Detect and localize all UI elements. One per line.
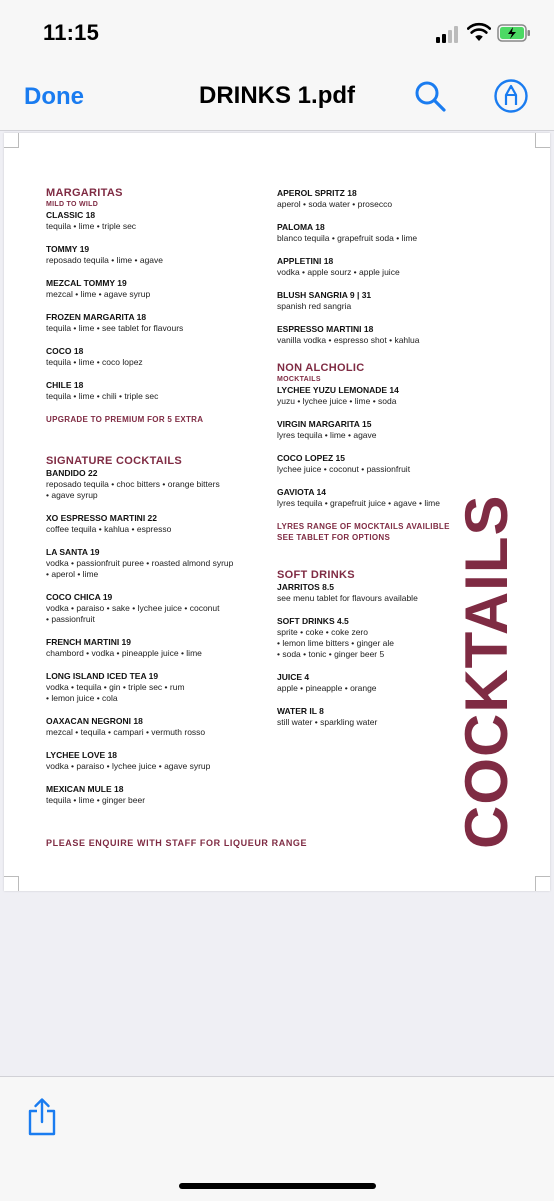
search-icon[interactable] [412,78,448,114]
menu-item-name: JUICE 4 [277,672,310,682]
menu-item-description: see menu tablet for flavours available [277,593,418,603]
menu-item-name: OAXACAN NEGRONI 18 [46,716,143,726]
classics-list [277,188,495,346]
upgrade-note: UPGRADE TO PREMIUM FOR 5 EXTRA [46,415,204,424]
menu-item-description: tequila • lime • coco lopez [46,357,143,367]
menu-item [277,256,495,278]
menu-item [46,513,264,535]
margaritas-list [46,210,264,402]
menu-item-name: SOFT DRINKS 4.5 [277,616,349,626]
status-time: 11:15 [43,20,100,45]
menu-item-description: chambord • vodka • pineapple juice • lime [46,648,202,658]
menu-item-name: COCO 18 [46,346,84,356]
menu-item-name: CHILE 18 [46,380,84,390]
menu-item-name: MEZCAL TOMMY 19 [46,278,127,288]
menu-item-description: tequila • lime • chili • triple sec [46,391,159,401]
menu-item-name: FRENCH MARTINI 19 [46,637,132,647]
menu-item-description: lyres tequila • grapefruit juice • agave • lime [277,498,440,508]
menu-item-name: COCO CHICA 19 [46,592,113,602]
status-bar [0,0,554,64]
menu-item-description: • lemon juice • cola [46,693,118,703]
menu-item-name: JARRITOS 8.5 [277,582,335,592]
bottom-toolbar [0,1076,554,1201]
menu-item-name: BANDIDO 22 [46,468,98,478]
menu-item [277,324,495,346]
menu-item-name: XO ESPRESSO MARTINI 22 [46,513,157,523]
menu-item [46,671,264,704]
section-heading-soft-drinks: SOFT DRINKS [277,569,355,581]
menu-item [46,468,264,501]
menu-item-description: vodka • tequila • gin • triple sec • rum [46,682,185,692]
menu-item [277,290,495,312]
menu-item-description: spanish red sangria [277,301,352,311]
section-subheading: MOCKTAILS [277,376,321,383]
menu-item-description: vodka • passionfruit puree • roasted almond syrup [46,558,234,568]
menu-item-description: • aperol • lime [46,569,99,579]
menu-item-description: lyres tequila • lime • agave [277,430,377,440]
menu-item-description: apple • pineapple • orange [277,683,377,693]
menu-item [46,750,264,772]
menu-item [46,278,264,300]
menu-item [46,637,264,659]
navigation-bar [0,64,554,131]
liqueur-note: PLEASE ENQUIRE WITH STAFF FOR LIQUEUR RANGE [46,838,308,848]
menu-left-column [46,187,264,818]
document-title: DRINKS 1.pdf [199,82,355,109]
mocktail-note-line: LYRES RANGE OF MOCKTAILS AVAILIBLE [277,522,450,531]
menu-item-description: tequila • lime • triple sec [46,221,137,231]
menu-item-description: tequila • lime • ginger beer [46,795,146,805]
menu-item-name: LONG ISLAND ICED TEA 19 [46,671,159,681]
crop-mark [4,133,19,148]
menu-item [46,210,264,232]
menu-item [277,419,495,441]
menu-item-name: MEXICAN MULE 18 [46,784,124,794]
menu-item-name: WATER IL 8 [277,706,324,716]
menu-item-description: yuzu • lychee juice • lime • soda [277,396,397,406]
menu-item-description: • agave syrup [46,490,98,500]
menu-item-description: reposado tequila • choc bitters • orange bitters [46,479,220,489]
share-icon[interactable] [27,1097,57,1137]
menu-item-description: reposado tequila • lime • agave [46,255,163,265]
menu-item-description: vodka • paraiso • lychee juice • agave syrup [46,761,211,771]
pdf-page[interactable] [4,133,550,891]
menu-item-description: • passionfruit [46,614,95,624]
menu-item-name: COCO LOPEZ 15 [277,453,346,463]
menu-item [46,244,264,266]
menu-item-name: LA SANTA 19 [46,547,100,557]
menu-item-name: LYCHEE YUZU LEMONADE 14 [277,385,399,395]
menu-item [277,188,495,210]
crop-mark [535,133,550,148]
section-heading-margaritas: MARGARITAS [46,187,123,199]
menu-item-description: mezcal • lime • agave syrup [46,289,151,299]
menu-item [46,547,264,580]
battery-charging-icon [497,24,531,42]
menu-item-description: vodka • paraiso • sake • lychee juice • coconut [46,603,220,613]
menu-item-description: • lemon lime bitters • ginger ale [277,638,394,648]
home-indicator [179,1183,376,1189]
menu-item [277,222,495,244]
signature-list [46,468,264,806]
menu-item-name: VIRGIN MARGARITA 15 [277,419,372,429]
cocktails-vertical-title: COCKTAILS [453,494,520,849]
mocktail-note-line: SEE TABLET FOR OPTIONS [277,533,391,542]
menu-item-description: lychee juice • coconut • passionfruit [277,464,411,474]
non-alcoholic-list [277,385,495,509]
section-heading-signature: SIGNATURE COCKTAILS [46,455,183,467]
menu-item-name: CLASSIC 18 [46,210,96,220]
menu-item-description: vodka • apple sourz • apple juice [277,267,400,277]
menu-item-description: sprite • coke • coke zero [277,627,368,637]
cellular-signal-icon [436,25,460,43]
menu-item-name: APEROL SPRITZ 18 [277,188,357,198]
markup-pen-icon[interactable] [493,78,529,114]
menu-item-description: • soda • tonic • ginger beer 5 [277,649,385,659]
done-button[interactable]: Done [24,83,84,110]
wifi-icon [467,22,491,42]
menu-item [46,592,264,625]
menu-item-name: FROZEN MARGARITA 18 [46,312,147,322]
menu-item-description: aperol • soda water • prosecco [277,199,393,209]
menu-item-name: LYCHEE LOVE 18 [46,750,118,760]
section-heading-non-alcoholic: NON ALCHOLIC [277,362,365,374]
menu-item-description: vanilla vodka • espresso shot • kahlua [277,335,420,345]
menu-item-description: blanco tequila • grapefruit soda • lime [277,233,418,243]
menu-item [46,716,264,738]
menu-item-name: GAVIOTA 14 [277,487,326,497]
menu-item-name: TOMMY 19 [46,244,90,254]
menu-item-description: mezcal • tequila • campari • vermuth rosso [46,727,206,737]
menu-item [46,784,264,806]
menu-item-description: tequila • lime • see tablet for flavours [46,323,184,333]
section-subheading: MILD TO WILD [46,201,99,208]
menu-item-name: ESPRESSO MARTINI 18 [277,324,374,334]
menu-item-name: BLUSH SANGRIA 9 | 31 [277,290,372,300]
menu-item [46,380,264,402]
menu-item-name: APPLETINI 18 [277,256,334,266]
menu-item-name: PALOMA 18 [277,222,325,232]
crop-mark [4,876,19,891]
menu-item-description: still water • sparkling water [277,717,378,727]
menu-item [277,385,495,407]
menu-item [46,346,264,368]
menu-item [46,312,264,334]
document-viewer[interactable] [0,131,554,1076]
crop-mark [535,876,550,891]
menu-item [277,453,495,475]
menu-item-description: coffee tequila • kahlua • espresso [46,524,172,534]
